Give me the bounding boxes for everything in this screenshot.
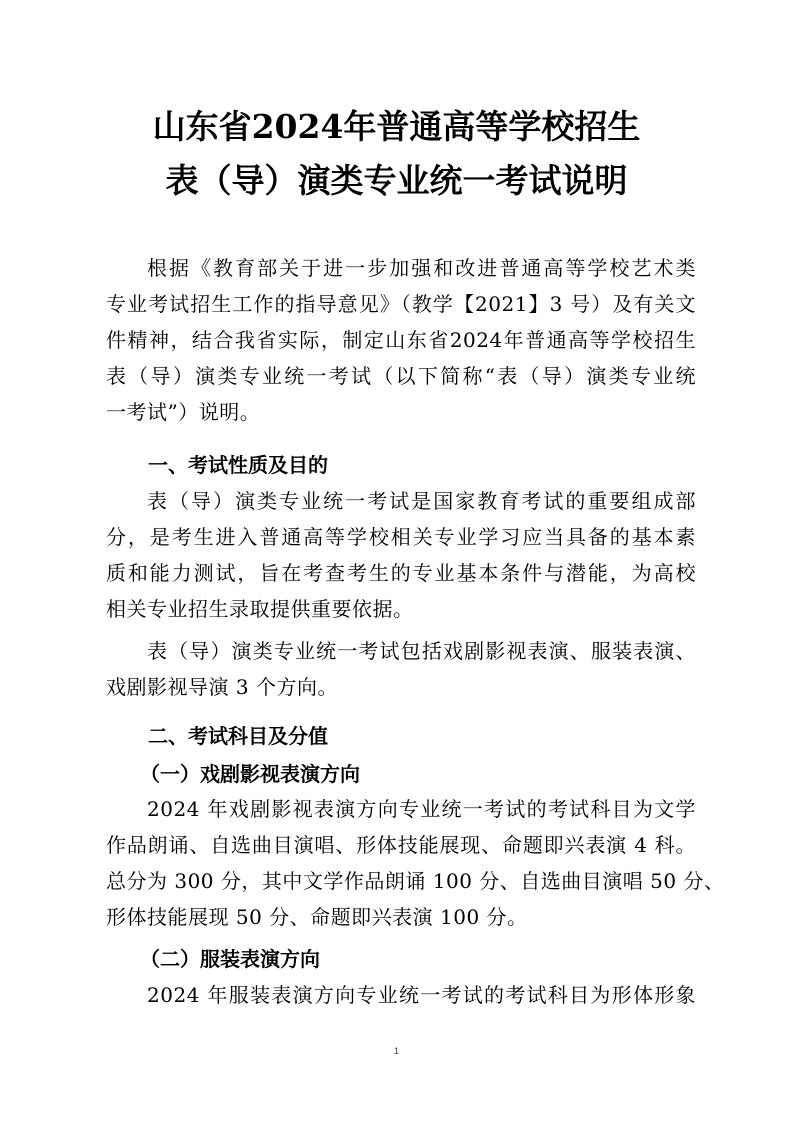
sub1-line-4: 形体技能展现 50 分、命题即兴表演 100 分。 [106,905,528,929]
section-1-heading: 一、考试性质及目的 [148,453,328,477]
page-number: 1 [393,1046,399,1056]
intro-line-5: 一考试”）说明。 [106,400,261,424]
section-1-paragraph-2 [106,633,696,705]
section-1-paragraph-1 [106,483,696,627]
sub2-line-1: 2024 年服装表演方向专业统一考试的考试科目为形体形象 [147,983,696,1007]
document-title-line-2: 表（导）演类专业统一考试说明 [165,161,628,200]
sub1-line-2: 作品朗诵、自选曲目演唱、形体技能展现、命题即兴表演 4 科。 [106,833,696,857]
sub1-line-3: 总分为 300 分，其中文学作品朗诵 100 分、自选曲目演唱 50 分、 [106,869,725,893]
subsection-1-paragraph [106,791,725,935]
s1p2-line-1: 表（导）演类专业统一考试包括戏剧影视表演、服装表演、 [147,639,696,663]
intro-line-2: 专业考试招生工作的指导意见》（教学【2021】3 号）及有关文 [106,292,696,316]
intro-line-3: 件精神，结合我省实际，制定山东省2024年普通高等学校招生 [106,328,696,352]
intro-line-1: 根据《教育部关于进一步加强和改进普通高等学校艺术类 [147,256,696,280]
document-title-line-1: 山东省2024年普通高等学校招生 [152,107,641,146]
s1p1-line-3: 质和能力测试，旨在考查考生的专业基本条件与潜能，为高校 [106,561,696,585]
s1p1-line-2: 分，是考生进入普通高等学校相关专业学习应当具备的基本素 [106,525,696,549]
s1p2-line-2: 戏剧影视导演 3 个方向。 [106,675,338,699]
s1p1-line-4: 相关专业招生录取提供重要依据。 [106,597,414,621]
s1p1-line-1: 表（导）演类专业统一考试是国家教育考试的重要组成部 [147,489,696,513]
sub1-line-1: 2024 年戏剧影视表演方向专业统一考试的考试科目为文学 [147,797,696,821]
subsection-2-paragraph [106,977,696,1013]
subsection-1-heading: （一）戏剧影视表演方向 [140,762,360,786]
section-2-heading: 二、考试科目及分值 [148,724,328,748]
intro-line-4: 表（导）演类专业统一考试（以下简称“表（导）演类专业统 [106,364,696,388]
intro-paragraph [106,250,696,430]
subsection-2-heading: （二）服装表演方向 [140,947,320,971]
